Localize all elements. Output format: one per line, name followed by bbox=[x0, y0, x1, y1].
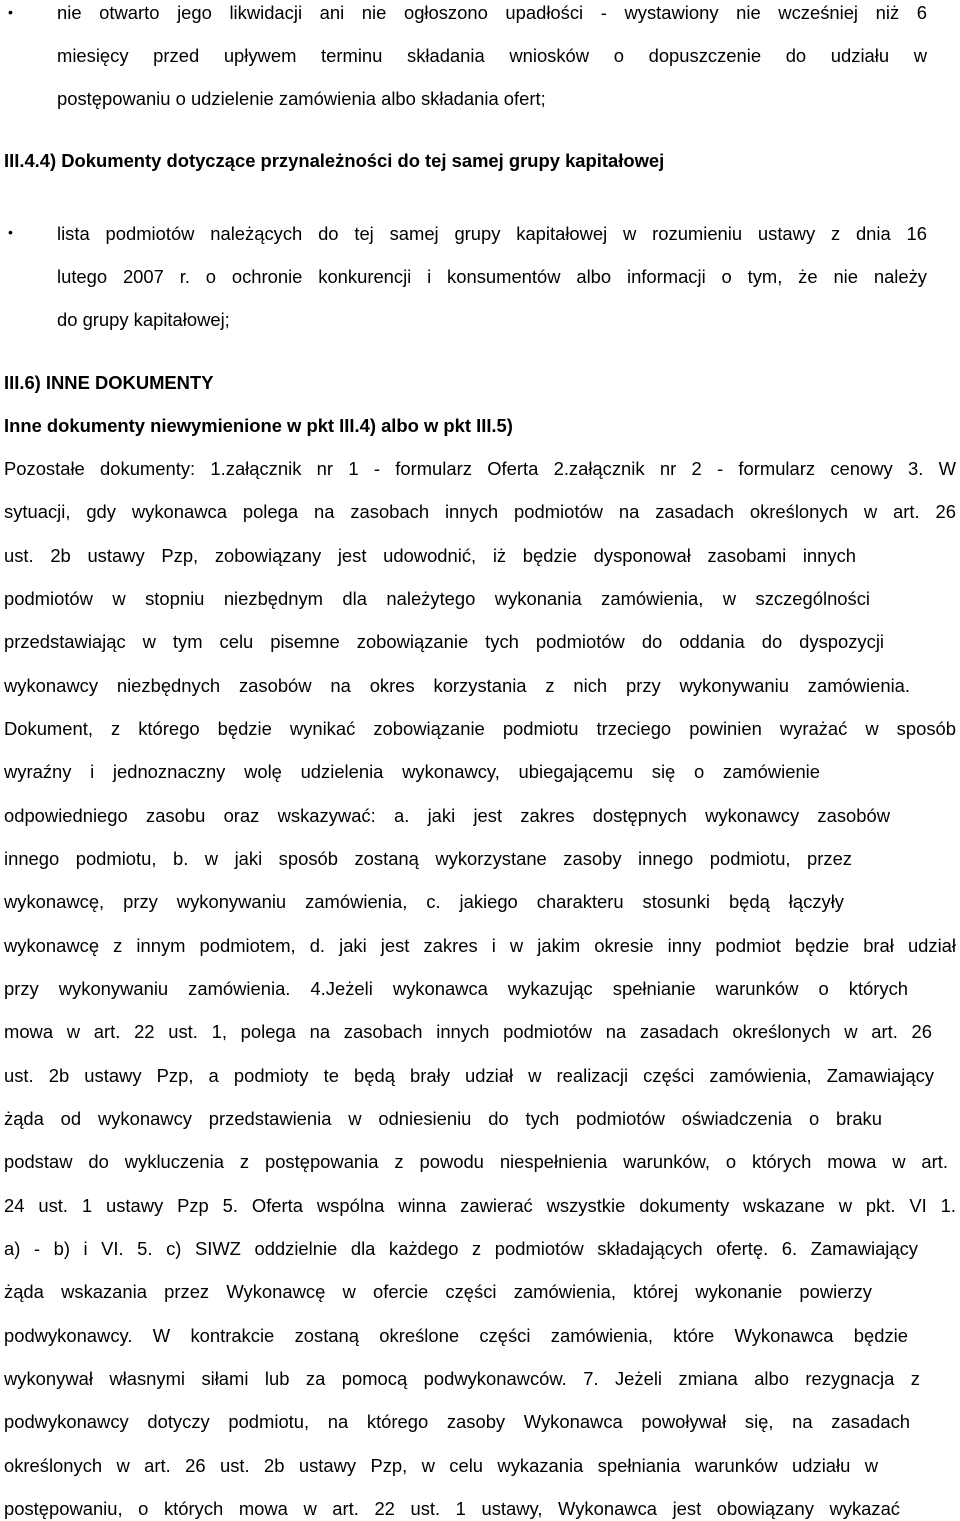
text-line: Dokument, z którego będzie wynikać zobowiązanie podmiotu trzeciego powinien wyrażać w sposób bbox=[4, 718, 956, 739]
text-line: wykonawcę, przy wykonywaniu zamówienia, c. jakiego charakteru stosunki będą łączyły bbox=[4, 891, 844, 912]
text-line: do grupy kapitałowej; bbox=[57, 309, 230, 330]
text-line: wykonawcę z innym podmiotem, d. jaki jest zakres i w jakim okresie inny podmiot będzie brał udział bbox=[4, 935, 956, 956]
text-line: żąda od wykonawcy przedstawienia w odniesieniu do tych podmiotów oświadczenia o braku bbox=[4, 1108, 882, 1129]
text-line: podstaw do wykluczenia z postępowania z powodu niespełnienia warunków, o których mowa w art. bbox=[4, 1151, 948, 1172]
text-line: wykonywał własnymi siłami lub za pomocą podwykonawców. 7. Jeżeli zmiana albo rezygnacja z bbox=[4, 1368, 920, 1389]
text-line: odpowiedniego zasobu oraz wskazywać: a. jaki jest zakres dostępnych wykonawcy zasobów bbox=[4, 805, 890, 826]
text-line: mowa w art. 22 ust. 1, polega na zasobach innych podmiotów na zasadach określonych w art. 26 bbox=[4, 1021, 932, 1042]
text-line: wykonawcy niezbędnych zasobów na okres korzystania z nich przy wykonywaniu zamówienia. bbox=[4, 675, 910, 696]
section-heading: III.6) INNE DOKUMENTY bbox=[4, 372, 214, 393]
text-line: wyraźny i jednoznaczny wolę udzielenia wykonawcy, ubiegającemu się o zamówienie bbox=[4, 761, 820, 782]
text-line: przy wykonywaniu zamówienia. 4.Jeżeli wykonawca wykazując spełnianie warunków o których bbox=[4, 978, 908, 999]
text-line: podwykonawcy dotyczy podmiotu, na którego zasoby Wykonawca powoływał się, na zasadach bbox=[4, 1411, 910, 1432]
text-line: lista podmiotów należących do tej samej grupy kapitałowej w rozumieniu ustawy z dnia 16 bbox=[57, 223, 927, 244]
text-line: sytuacji, gdy wykonawca polega na zasobach innych podmiotów na zasadach określonych w art. 26 bbox=[4, 501, 956, 522]
text-line: ust. 2b ustawy Pzp, zobowiązany jest udowodnić, iż będzie dysponował zasobami innych bbox=[4, 545, 856, 566]
text-line: żąda wskazania przez Wykonawcę w ofercie części zamówienia, której wykonanie powierzy bbox=[4, 1281, 872, 1302]
text-line: a) - b) i VI. 5. c) SIWZ oddzielnie dla każdego z podmiotów składających ofertę. 6. Zamawiający bbox=[4, 1238, 918, 1259]
text-line: nie otwarto jego likwidacji ani nie ogłoszono upadłości - wystawiony nie wcześniej niż 6 bbox=[57, 2, 927, 23]
text-line: podmiotów w stopniu niezbędnym dla należytego wykonania zamówienia, w szczególności bbox=[4, 588, 870, 609]
subsection-heading: Inne dokumenty niewymienione w pkt III.4) albo w pkt III.5) bbox=[4, 415, 513, 436]
text-line: innego podmiotu, b. w jaki sposób zostaną wykorzystane zasoby innego podmiotu, przez bbox=[4, 848, 852, 869]
bullet-marker: • bbox=[8, 4, 13, 20]
text-line: 24 ust. 1 ustawy Pzp 5. Oferta wspólna winna zawierać wszystkie dokumenty wskazane w pkt. VI 1. bbox=[4, 1195, 956, 1216]
section-heading: III.4.4) Dokumenty dotyczące przynależności do tej samej grupy kapitałowej bbox=[4, 150, 665, 171]
text-line: postępowaniu o udzielenie zamówienia albo składania ofert; bbox=[57, 88, 546, 109]
text-line: miesięcy przed upływem terminu składania wniosków o dopuszczenie do udziału w bbox=[57, 45, 927, 66]
text-line: ust. 2b ustawy Pzp, a podmioty te będą brały udział w realizacji części zamówienia, Zamawiający bbox=[4, 1065, 934, 1086]
text-line: Pozostałe dokumenty: 1.załącznik nr 1 - formularz Oferta 2.załącznik nr 2 - formularz cenowy 3. W bbox=[4, 458, 956, 479]
text-line: podwykonawcy. W kontrakcie zostaną określone części zamówienia, które Wykonawca będzie bbox=[4, 1325, 908, 1346]
text-line: postępowaniu, o których mowa w art. 22 ust. 1 ustawy, Wykonawca jest obowiązany wykazać bbox=[4, 1498, 900, 1519]
text-line: lutego 2007 r. o ochronie konkurencji i konsumentów albo informacji o tym, że nie należy bbox=[57, 266, 927, 287]
text-line: określonych w art. 26 ust. 2b ustawy Pzp, w celu wykazania spełniania warunków udziału w bbox=[4, 1455, 878, 1476]
text-line: przedstawiając w tym celu pisemne zobowiązanie tych podmiotów do oddania do dyspozycji bbox=[4, 631, 884, 652]
bullet-marker: • bbox=[8, 224, 13, 240]
